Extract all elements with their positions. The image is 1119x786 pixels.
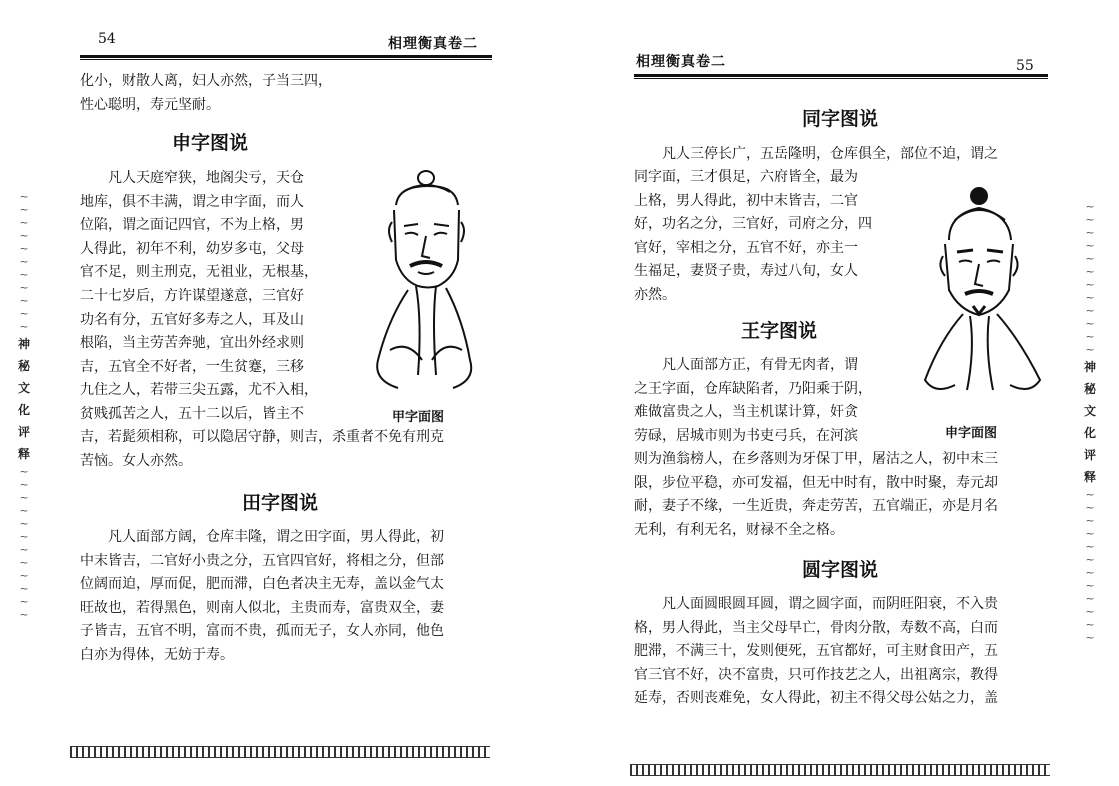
wave-ornament: ~ ~ ~ ~ ~ ~ ~ ~ ~ ~ ~ [19, 190, 29, 333]
text-line: 生福足，妻贤子贵，寿过八旬，女人 [634, 263, 858, 280]
yuan-text [634, 593, 1054, 711]
text-line: 白亦为得体，无妨于寿。 [80, 646, 234, 663]
sidebar-char: 文 [17, 381, 30, 395]
text-line: 无利，有利无名，财禄不全之格。 [634, 521, 844, 538]
text-line: 地库，俱不丰满，谓之申字面，而人 [80, 193, 304, 210]
text-line: 官三官不好，决不富贵，只可作技艺之人，出祖离宗，教得 [634, 666, 998, 683]
sidebar-char: 秘 [1083, 382, 1096, 396]
text-line: 凡人面圆眼圆耳圆，谓之圆字面，而阴旺阳衰，不入贵 [662, 596, 998, 612]
tian-text [80, 526, 492, 668]
face-illustration [358, 160, 488, 395]
text-line: 吉，若髭须相称，可以隐居守静，则吉，杀重者不免有刑克 [80, 429, 444, 445]
text-line: 子皆吉，五官不明，富而不贵，孤而无子，女人亦同，他色 [80, 623, 444, 640]
text-line: 好，功名之分，三官好，司府之分，四 [634, 216, 872, 233]
sidebar-char: 化 [17, 403, 30, 417]
wave-ornament: ~ ~ ~ ~ ~ ~ ~ ~ ~ ~ ~ ~ [19, 465, 29, 621]
text-line: 限，步位平稳，亦可发福，但无中时有，散中时聚，寿元却 [634, 474, 998, 491]
text-line: 功名有分，五官好多寿之人，耳及山 [80, 311, 304, 328]
right-page [560, 0, 1119, 786]
text-line: 凡人面部方正，有骨无肉者，谓 [662, 357, 858, 373]
running-title: 相理衡真卷二 [388, 36, 478, 52]
running-title: 相理衡真卷二 [636, 54, 726, 70]
section-heading-tong: 同字图说 [801, 108, 878, 130]
figure-caption: 甲字面图 [392, 410, 445, 425]
text-line: 凡人天庭窄狭，地阁尖亏，天仓 [108, 170, 304, 186]
text-line: 肥滞，不满三十，发则便死，五官都好，可主财食田产，五 [634, 643, 998, 660]
text-line: 位陷，谓之面记四官，不为上格，男 [80, 217, 304, 234]
vertical-sidebar [1082, 200, 1098, 644]
tong-side-text [634, 166, 924, 308]
figure-caption: 申字面图 [945, 426, 998, 441]
text-line: 苦恼。女人亦然。 [80, 452, 192, 469]
sidebar-char: 评 [1083, 448, 1096, 462]
shen-full-text [80, 426, 492, 473]
shen-side-text [80, 167, 365, 427]
sidebar-char: 释 [1083, 470, 1096, 484]
footer-ornament [630, 764, 1050, 776]
text-line: 旺故也，若得黑色，则南人似北，主贵而寿，富贵双全，妻 [80, 599, 444, 616]
text-line: 贫贱孤苦之人，五十二以后，皆主不 [80, 405, 304, 422]
text-line: 根陷，当主劳苦奔驰，宜出外经求则 [80, 335, 304, 352]
text-line: 中末皆吉，二官好小贵之分，五官四官好，将相之分，但部 [80, 552, 444, 569]
text-line: 位阔而迫，厚而促，肥而滞，白色者决主无寿，盖以金气太 [80, 576, 444, 593]
sidebar-char: 神 [1083, 360, 1096, 374]
text-line: 则为渔翁榜人，在乡落则为牙保丁甲，屠沽之人，初中末三 [634, 451, 998, 467]
text-line: 人得此，初年不利，幼岁多屯，父母 [80, 240, 304, 257]
text-line: 格，男人得此，当主父母早亡，骨肉分散，寿数不高，白而 [634, 619, 998, 636]
sidebar-char: 文 [1083, 404, 1096, 418]
text-line: 延寿，否则丧难免，女人得此，初主不得父母公姑之力，盖 [634, 690, 998, 707]
text-line: 耐，妻子不缘，一生近贵，奔走劳苦，五官端正，亦是月名 [634, 498, 998, 515]
text-line: 凡人三停长广，五岳隆明，仓库俱全，部位不迫，谓之 [662, 146, 998, 162]
tong-first-line [634, 143, 1054, 167]
text-line: 吉，五官全不好者，一生贫蹇，三移 [80, 358, 304, 375]
sidebar-char: 神 [17, 337, 30, 351]
text-line: 二十七岁后，方许谋望遂意，三官好 [80, 287, 304, 304]
section-heading-yuan: 圆字图说 [801, 559, 878, 581]
text-line: 化小，财散人离，妇人亦然，子当三四， [80, 73, 332, 89]
page-number: 54 [98, 31, 116, 47]
header-rule [80, 55, 492, 60]
text-line: 性心聪明，寿元坚耐。 [80, 96, 220, 113]
text-line: 难做富贵之人，当主机谋计算，奸贪 [634, 404, 858, 421]
text-line: 官不足，则主刑克，无祖业，无根基， [80, 264, 318, 281]
footer-ornament [70, 746, 490, 758]
page-number: 55 [1016, 58, 1034, 74]
wave-ornament: ~ ~ ~ ~ ~ ~ ~ ~ ~ ~ ~ ~ [1085, 200, 1095, 356]
wang-full-text [634, 448, 1054, 542]
wang-side-text [634, 354, 924, 448]
section-heading-wang: 王字图说 [740, 320, 817, 342]
vertical-sidebar [16, 190, 32, 621]
text-line: 上格，男人得此，初中末皆吉，二官 [634, 192, 858, 209]
sidebar-char: 评 [17, 425, 30, 439]
text-line: 亦然。 [634, 286, 676, 303]
sidebar-char: 秘 [17, 359, 30, 373]
text-line: 之王字面，仓库缺陷者，乃阳乘于阴， [634, 380, 872, 397]
text-line: 凡人面部方阔，仓库丰隆，谓之田字面，男人得此，初 [108, 529, 444, 545]
wave-ornament: ~ ~ ~ ~ ~ ~ ~ ~ ~ ~ ~ ~ [1085, 488, 1095, 644]
text-line: 同字面，三才俱足，六府皆全，最为 [634, 169, 858, 185]
sidebar-char: 释 [17, 447, 30, 461]
section-heading-tian: 田字图说 [241, 492, 318, 514]
text-line: 九住之人，若带三尖五露，尤不入相， [80, 382, 318, 399]
text-line: 官好，宰相之分，五官不好，亦主一 [634, 239, 858, 256]
header-rule [634, 74, 1048, 79]
sidebar-char: 化 [1083, 426, 1096, 440]
intro-text [80, 70, 490, 117]
text-line: 劳碌，居城市则为书吏弓兵，在河滨 [634, 427, 858, 444]
face-illustration [915, 180, 1050, 405]
section-heading-shen: 申字图说 [171, 132, 248, 154]
